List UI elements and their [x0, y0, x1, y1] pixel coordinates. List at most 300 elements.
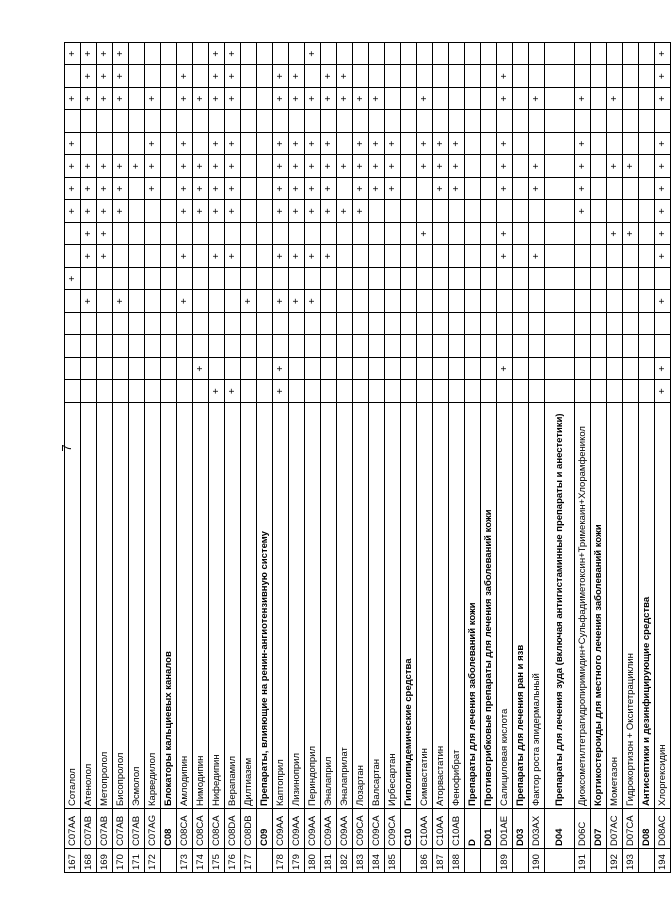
mark-cell — [289, 110, 305, 133]
mark-cell — [385, 268, 401, 291]
mark-cell — [575, 313, 591, 336]
mark-cell — [449, 313, 465, 336]
mark-cell — [401, 290, 417, 313]
table-row — [433, 43, 449, 873]
mark-cell — [433, 88, 449, 111]
mark-cell — [225, 290, 241, 313]
mark-cell — [385, 245, 401, 268]
table-row — [369, 43, 385, 873]
mark-cell — [305, 313, 321, 336]
row-number — [639, 849, 655, 873]
mark-cell — [145, 358, 161, 381]
mark-cell — [81, 335, 97, 358]
drug-name: Лизиноприл — [289, 403, 305, 809]
row-number: 176 — [225, 849, 241, 873]
drug-name: Соталол — [65, 403, 81, 809]
mark-cell — [591, 358, 607, 381]
mark-cell — [129, 313, 145, 336]
mark-cell — [591, 335, 607, 358]
mark-cell — [209, 335, 225, 358]
mark-cell — [161, 223, 177, 246]
atc-code: D01AE — [497, 809, 513, 849]
mark-cell — [623, 358, 639, 381]
mark-cell — [161, 335, 177, 358]
mark-cell — [113, 268, 129, 291]
atc-code: C07AB — [97, 809, 113, 849]
mark-cell: + — [81, 65, 97, 88]
mark-cell: + — [321, 155, 337, 178]
mark-cell — [433, 268, 449, 291]
atc-code: C07AB — [129, 809, 145, 849]
mark-cell: + — [321, 200, 337, 223]
mark-cell — [545, 88, 575, 111]
atc-code: C09CA — [369, 809, 385, 849]
mark-cell — [639, 358, 655, 381]
mark-cell — [401, 313, 417, 336]
section-title: Противогрибковые препараты для лечения заболеваний кожи — [481, 403, 497, 809]
mark-cell: + — [623, 223, 639, 246]
mark-cell: + — [225, 245, 241, 268]
drug-table-body — [65, 43, 671, 873]
mark-cell — [193, 313, 209, 336]
mark-cell — [193, 223, 209, 246]
mark-cell: + — [97, 245, 113, 268]
mark-cell — [225, 335, 241, 358]
mark-cell — [145, 245, 161, 268]
mark-cell — [449, 335, 465, 358]
atc-code: D03 — [513, 809, 529, 849]
mark-cell: + — [97, 155, 113, 178]
table-row — [497, 43, 513, 873]
mark-cell — [465, 335, 481, 358]
mark-cell — [481, 313, 497, 336]
mark-cell — [575, 358, 591, 381]
mark-cell: + — [353, 178, 369, 201]
mark-cell: + — [449, 178, 465, 201]
mark-cell — [97, 268, 113, 291]
mark-cell: + — [65, 133, 81, 156]
mark-cell — [465, 245, 481, 268]
mark-cell: + — [353, 155, 369, 178]
mark-cell — [417, 380, 433, 403]
mark-cell: + — [417, 88, 433, 111]
mark-cell — [241, 65, 257, 88]
mark-cell — [257, 65, 273, 88]
mark-cell: + — [385, 155, 401, 178]
mark-cell — [193, 65, 209, 88]
atc-code: C08CA — [193, 809, 209, 849]
mark-cell — [623, 380, 639, 403]
atc-code: C10AA — [433, 809, 449, 849]
mark-cell — [401, 200, 417, 223]
mark-cell — [639, 110, 655, 133]
mark-cell — [257, 335, 273, 358]
atc-code: C09AA — [289, 809, 305, 849]
mark-cell — [513, 380, 529, 403]
mark-cell — [177, 335, 193, 358]
mark-cell — [639, 200, 655, 223]
mark-cell — [385, 335, 401, 358]
mark-cell — [353, 43, 369, 66]
table-row — [129, 43, 145, 873]
drug-name: Диоксометилтетрагидропиримидин+Сульфадиметоксин+Тримекаин+Хлорамфеникол — [575, 403, 591, 809]
section-title: Гиполипидемические средства — [401, 403, 417, 809]
mark-cell — [241, 223, 257, 246]
mark-cell: + — [337, 65, 353, 88]
mark-cell — [321, 268, 337, 291]
mark-cell — [337, 268, 353, 291]
mark-cell: + — [113, 88, 129, 111]
drug-name: Лозартан — [353, 403, 369, 809]
mark-cell: + — [225, 380, 241, 403]
mark-cell — [417, 65, 433, 88]
row-number: 169 — [97, 849, 113, 873]
mark-cell: + — [497, 358, 513, 381]
mark-cell — [177, 43, 193, 66]
table-row — [353, 43, 369, 873]
mark-cell — [177, 110, 193, 133]
mark-cell — [225, 313, 241, 336]
mark-cell — [545, 178, 575, 201]
drug-name: Периндоприл — [305, 403, 321, 809]
atc-code: C08DB — [241, 809, 257, 849]
mark-cell — [417, 110, 433, 133]
mark-cell — [401, 88, 417, 111]
mark-cell — [209, 313, 225, 336]
mark-cell — [337, 178, 353, 201]
atc-code: D07 — [591, 809, 607, 849]
mark-cell — [369, 200, 385, 223]
mark-cell — [97, 380, 113, 403]
mark-cell — [289, 380, 305, 403]
mark-cell — [241, 268, 257, 291]
mark-cell: + — [655, 133, 671, 156]
mark-cell: + — [177, 178, 193, 201]
section-title: Препараты для лечения зуда (включая антигистаминные препараты и анестетики) — [545, 403, 575, 809]
mark-cell — [465, 313, 481, 336]
mark-cell — [353, 223, 369, 246]
mark-cell — [161, 290, 177, 313]
mark-cell — [65, 290, 81, 313]
mark-cell — [575, 380, 591, 403]
mark-cell — [433, 245, 449, 268]
row-number: 179 — [289, 849, 305, 873]
mark-cell — [433, 110, 449, 133]
table-row — [385, 43, 401, 873]
mark-cell: + — [497, 178, 513, 201]
mark-cell — [145, 313, 161, 336]
mark-cell — [465, 88, 481, 111]
mark-cell — [465, 358, 481, 381]
mark-cell — [433, 223, 449, 246]
mark-cell — [545, 110, 575, 133]
mark-cell — [623, 245, 639, 268]
drug-name: Нимодипин — [193, 403, 209, 809]
mark-cell — [337, 290, 353, 313]
drug-name: Хлоргексидин — [655, 403, 671, 809]
mark-cell — [257, 268, 273, 291]
mark-cell — [591, 65, 607, 88]
mark-cell — [97, 358, 113, 381]
mark-cell — [465, 380, 481, 403]
mark-cell: + — [369, 88, 385, 111]
mark-cell — [193, 133, 209, 156]
mark-cell: + — [209, 155, 225, 178]
row-number — [481, 849, 497, 873]
mark-cell — [623, 88, 639, 111]
mark-cell — [545, 223, 575, 246]
mark-cell — [639, 223, 655, 246]
mark-cell: + — [655, 200, 671, 223]
mark-cell — [465, 223, 481, 246]
row-number: 170 — [113, 849, 129, 873]
mark-cell: + — [145, 133, 161, 156]
mark-cell — [65, 110, 81, 133]
mark-cell — [369, 245, 385, 268]
mark-cell — [129, 290, 145, 313]
mark-cell: + — [273, 245, 289, 268]
mark-cell — [513, 155, 529, 178]
mark-cell — [481, 335, 497, 358]
mark-cell — [529, 268, 545, 291]
mark-cell — [193, 290, 209, 313]
mark-cell: + — [65, 200, 81, 223]
mark-cell — [321, 43, 337, 66]
mark-cell — [497, 335, 513, 358]
section-header-row — [161, 43, 177, 873]
mark-cell — [497, 380, 513, 403]
table-row — [655, 43, 671, 873]
mark-cell — [97, 110, 113, 133]
mark-cell — [639, 133, 655, 156]
mark-cell — [113, 313, 129, 336]
mark-cell — [417, 358, 433, 381]
row-number: 168 — [81, 849, 97, 873]
mark-cell: + — [305, 155, 321, 178]
mark-cell — [607, 43, 623, 66]
mark-cell — [481, 133, 497, 156]
mark-cell — [529, 65, 545, 88]
mark-cell: + — [655, 223, 671, 246]
mark-cell — [321, 290, 337, 313]
mark-cell — [97, 313, 113, 336]
mark-cell: + — [529, 88, 545, 111]
mark-cell — [449, 223, 465, 246]
mark-cell — [639, 65, 655, 88]
mark-cell — [449, 268, 465, 291]
mark-cell — [623, 335, 639, 358]
mark-cell — [385, 380, 401, 403]
mark-cell — [129, 178, 145, 201]
mark-cell — [623, 268, 639, 291]
mark-cell — [481, 178, 497, 201]
mark-cell — [417, 335, 433, 358]
atc-code: C10AB — [449, 809, 465, 849]
row-number — [257, 849, 273, 873]
mark-cell: + — [385, 133, 401, 156]
mark-cell: + — [353, 133, 369, 156]
row-number: 189 — [497, 849, 513, 873]
mark-cell — [97, 335, 113, 358]
mark-cell — [481, 268, 497, 291]
mark-cell — [289, 335, 305, 358]
mark-cell — [481, 290, 497, 313]
mark-cell — [497, 110, 513, 133]
mark-cell — [145, 110, 161, 133]
mark-cell: + — [225, 200, 241, 223]
mark-cell — [353, 245, 369, 268]
mark-cell — [401, 245, 417, 268]
drug-name: Гидрокортизон + Окситетрациклин — [623, 403, 639, 809]
mark-cell — [369, 380, 385, 403]
mark-cell — [241, 43, 257, 66]
mark-cell — [161, 245, 177, 268]
mark-cell: + — [113, 43, 129, 66]
mark-cell — [321, 313, 337, 336]
mark-cell — [623, 200, 639, 223]
mark-cell — [529, 200, 545, 223]
mark-cell — [177, 358, 193, 381]
mark-cell — [417, 290, 433, 313]
mark-cell — [529, 110, 545, 133]
mark-cell: + — [193, 155, 209, 178]
mark-cell — [623, 313, 639, 336]
mark-cell — [369, 223, 385, 246]
mark-cell — [591, 178, 607, 201]
mark-cell — [65, 313, 81, 336]
mark-cell — [513, 88, 529, 111]
mark-cell — [289, 223, 305, 246]
mark-cell: + — [353, 88, 369, 111]
mark-cell: + — [97, 178, 113, 201]
mark-cell: + — [177, 133, 193, 156]
mark-cell — [321, 380, 337, 403]
mark-cell: + — [321, 178, 337, 201]
mark-cell — [529, 133, 545, 156]
mark-cell — [623, 178, 639, 201]
mark-cell — [257, 178, 273, 201]
mark-cell — [575, 65, 591, 88]
mark-cell — [417, 43, 433, 66]
mark-cell — [145, 380, 161, 403]
mark-cell: + — [65, 268, 81, 291]
mark-cell — [575, 290, 591, 313]
mark-cell: + — [305, 200, 321, 223]
mark-cell — [401, 155, 417, 178]
mark-cell — [481, 358, 497, 381]
section-title: Кортикостероиды для местного лечения заболеваний кожи — [591, 403, 607, 809]
mark-cell — [513, 358, 529, 381]
mark-cell — [513, 43, 529, 66]
row-number: 177 — [241, 849, 257, 873]
mark-cell — [465, 178, 481, 201]
row-number: 174 — [193, 849, 209, 873]
mark-cell — [145, 65, 161, 88]
mark-cell: + — [529, 155, 545, 178]
mark-cell: + — [209, 43, 225, 66]
page-number: 7 — [59, 444, 74, 452]
mark-cell: + — [321, 133, 337, 156]
row-number: 175 — [209, 849, 225, 873]
mark-cell — [113, 133, 129, 156]
section-header-row — [591, 43, 607, 873]
mark-cell — [241, 380, 257, 403]
mark-cell — [591, 200, 607, 223]
mark-cell — [161, 380, 177, 403]
mark-cell — [465, 43, 481, 66]
mark-cell — [161, 88, 177, 111]
mark-cell: + — [497, 65, 513, 88]
mark-cell — [353, 380, 369, 403]
mark-cell: + — [449, 155, 465, 178]
mark-cell — [65, 358, 81, 381]
row-number: 178 — [273, 849, 289, 873]
atc-code: D03AX — [529, 809, 545, 849]
atc-code: C09 — [257, 809, 273, 849]
mark-cell — [449, 88, 465, 111]
mark-cell — [529, 380, 545, 403]
mark-cell: + — [497, 155, 513, 178]
mark-cell — [241, 200, 257, 223]
mark-cell: + — [65, 155, 81, 178]
mark-cell — [513, 110, 529, 133]
row-number — [401, 849, 417, 873]
mark-cell: + — [289, 155, 305, 178]
mark-cell: + — [81, 155, 97, 178]
mark-cell — [591, 313, 607, 336]
mark-cell: + — [305, 43, 321, 66]
mark-cell: + — [225, 178, 241, 201]
mark-cell: + — [209, 200, 225, 223]
mark-cell — [257, 245, 273, 268]
drug-table — [64, 42, 671, 873]
mark-cell: + — [97, 88, 113, 111]
mark-cell — [591, 268, 607, 291]
mark-cell: + — [273, 290, 289, 313]
mark-cell: + — [177, 155, 193, 178]
mark-cell — [129, 200, 145, 223]
mark-cell: + — [497, 133, 513, 156]
mark-cell — [639, 290, 655, 313]
mark-cell: + — [97, 223, 113, 246]
mark-cell: + — [575, 178, 591, 201]
mark-cell — [591, 133, 607, 156]
mark-cell: + — [97, 200, 113, 223]
atc-code: D04 — [545, 809, 575, 849]
atc-code: C10AA — [417, 809, 433, 849]
mark-cell: + — [289, 178, 305, 201]
mark-cell — [481, 200, 497, 223]
mark-cell — [481, 110, 497, 133]
mark-cell — [575, 268, 591, 291]
row-number: 180 — [305, 849, 321, 873]
row-number — [545, 849, 575, 873]
mark-cell — [545, 245, 575, 268]
mark-cell — [353, 110, 369, 133]
mark-cell: + — [321, 65, 337, 88]
row-number — [513, 849, 529, 873]
row-number: 193 — [623, 849, 639, 873]
mark-cell: + — [273, 380, 289, 403]
mark-cell — [513, 65, 529, 88]
row-number — [591, 849, 607, 873]
mark-cell — [113, 245, 129, 268]
mark-cell — [545, 380, 575, 403]
atc-code: C09AA — [273, 809, 289, 849]
mark-cell — [385, 358, 401, 381]
mark-cell: + — [273, 358, 289, 381]
mark-cell: + — [145, 178, 161, 201]
